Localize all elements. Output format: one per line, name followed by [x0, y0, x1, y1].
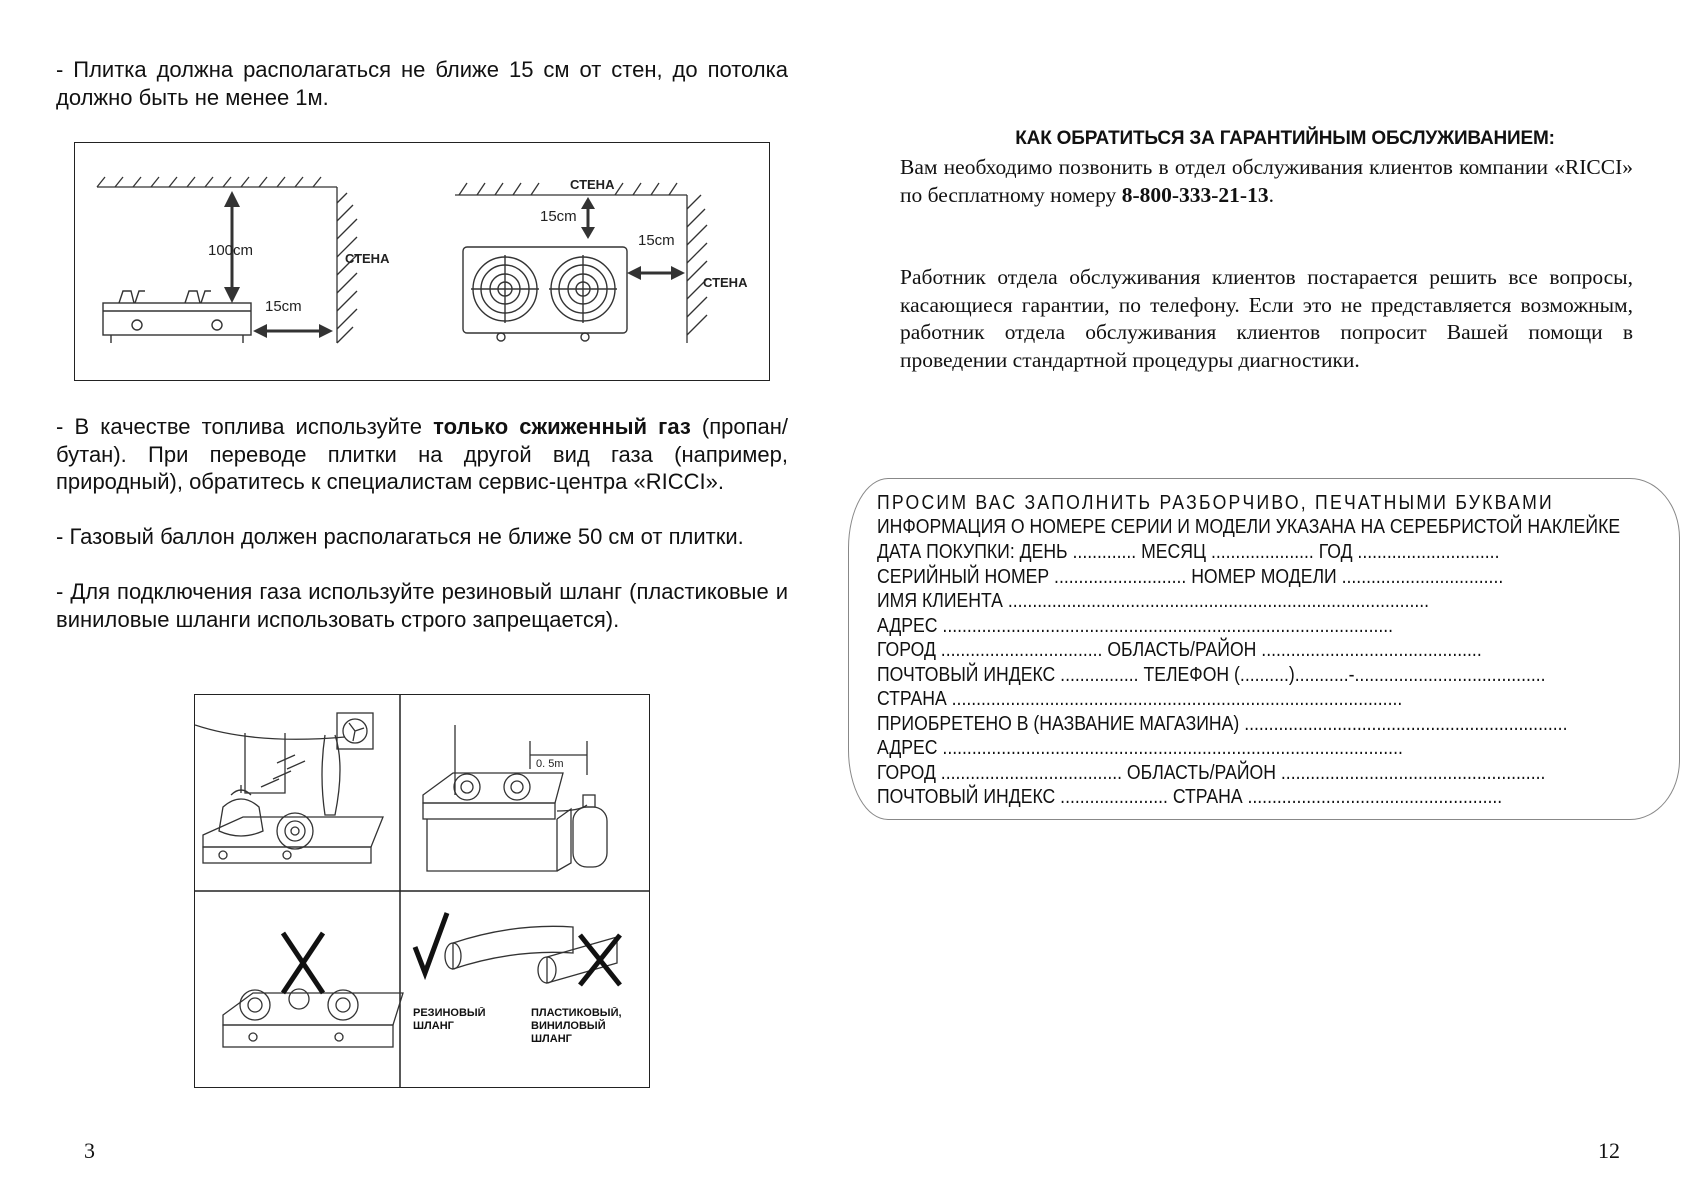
form-line-address[interactable]: АДРЕС ............................................................................................	[877, 614, 1394, 637]
form-line-store-address[interactable]: АДРЕС ..............................................................................................	[877, 736, 1403, 759]
label-distance: 0. 5m	[536, 758, 564, 770]
panel-ventilation	[203, 713, 383, 863]
cross-curtain-icon	[283, 933, 323, 993]
stove-top-view	[463, 247, 627, 341]
label-15cm-side: 15cm	[265, 298, 302, 315]
call-end: .	[1268, 182, 1274, 207]
form-line-city-region[interactable]: ГОРОД ................................. ОБЛАСТЬ/РАЙОН .............................................	[877, 638, 1482, 661]
form-line-country[interactable]: СТРАНА ............................................................................................	[877, 687, 1403, 710]
check-rubber-icon	[415, 913, 447, 973]
phone-number: 8-800-333-21-13	[1121, 182, 1269, 207]
panel-cylinder	[423, 725, 607, 871]
form-line-serial-model[interactable]: СЕРИЙНЫЙ НОМЕР ........................... НОМЕР МОДЕЛИ .................................	[877, 565, 1504, 588]
warranty-para-service: Работник отдела обслуживания клиентов постарается решить все вопросы, касающиеся гарантии, по телефону. Если это не представляется возможным, работник отдела обслуживания клиентов попросит Вашей помощи в проведении стандартной процедуры диагностики.	[900, 265, 1633, 372]
form-line-store-city[interactable]: ГОРОД ..................................... ОБЛАСТЬ/РАЙОН ......................................................	[877, 761, 1546, 784]
left-para-cylinder: - Газовый баллон должен располагаться не ближе 50 см от плитки.	[56, 524, 744, 549]
form-line-store[interactable]: ПРИОБРЕТЕНО В (НАЗВАНИЕ МАГАЗИНА) ..................................................................	[877, 712, 1568, 735]
form-line-purchase-date[interactable]: ДАТА ПОКУПКИ: ДЕНЬ ............. МЕСЯЦ ..................... ГОД .............................	[877, 540, 1500, 563]
fuel-bold: только сжиженный газ	[433, 414, 691, 439]
label-plastic-hose: ПЛАСТИКОВЫЙ, ВИНИЛОВЫЙ ШЛАНГ	[531, 1007, 622, 1045]
safety-grid-svg	[195, 695, 649, 1087]
form-line-store-zip-country[interactable]: ПОЧТОВЫЙ ИНДЕКС ...................... СТРАНА ....................................................	[877, 785, 1503, 808]
page-number-right: 12	[1598, 1138, 1620, 1163]
form-line-zip-phone[interactable]: ПОЧТОВЫЙ ИНДЕКС ................ ТЕЛЕФОН (..........)...........-.......................................	[877, 663, 1546, 686]
label-15cm-right: 15cm	[638, 232, 675, 249]
left-para-hose: - Для подключения газа используйте резиновый шланг (пластиковые и виниловые шланги использовать строго запрещается).	[56, 579, 788, 632]
safety-grid	[194, 694, 650, 1088]
stove-side-view	[103, 291, 251, 343]
label-wall-top: СТЕНА	[570, 177, 615, 192]
call-text: Вам необходимо позвонить в отдел обслуживания клиентов компании «RICCI» по бесплатному номеру	[900, 155, 1633, 207]
warranty-heading: КАК ОБРАТИТЬСЯ ЗА ГАРАНТИЙНЫМ ОБСЛУЖИВАНИЕМ:	[1015, 128, 1555, 149]
label-wall-left: СТЕНА	[345, 251, 390, 266]
page-number-left: 3	[84, 1138, 95, 1163]
left-para-clearance: - Плитка должна располагаться не ближе 15 см от стен, до потолка должно быть не менее 1м.	[56, 57, 788, 110]
form-line-instruction: ПРОСИМ ВАС ЗАПОЛНИТЬ РАЗБОРЧИВО, ПЕЧАТНЫМИ БУКВАМИ	[877, 491, 1554, 514]
clearance-diagram-svg	[75, 143, 769, 380]
fuel-rest: (пропан/бутан). При переводе плитки на другой вид газа (например, природный), обратитесь к специалистам сервис-центра «RICCI».	[56, 414, 788, 494]
label-15cm-top: 15cm	[540, 208, 577, 225]
label-wall-right: СТЕНА	[703, 275, 748, 290]
clearance-diagram	[74, 142, 770, 381]
form-line-client-name[interactable]: ИМЯ КЛИЕНТА ......................................................................................	[877, 589, 1430, 612]
form-line-info: ИНФОРМАЦИЯ О НОМЕРЕ СЕРИИ И МОДЕЛИ УКАЗАНА НА СЕРЕБРИСТОЙ НАКЛЕЙКЕ	[877, 515, 1621, 538]
fuel-prefix: - В качестве топлива используйте	[56, 414, 434, 439]
warranty-para-call	[900, 154, 1633, 209]
left-para-fuel	[56, 413, 788, 496]
panel-no-curtain	[195, 725, 403, 1047]
label-rubber-hose: РЕЗИНОВЫЙ ШЛАНГ	[413, 1007, 486, 1032]
label-100cm: 100cm	[208, 242, 254, 259]
